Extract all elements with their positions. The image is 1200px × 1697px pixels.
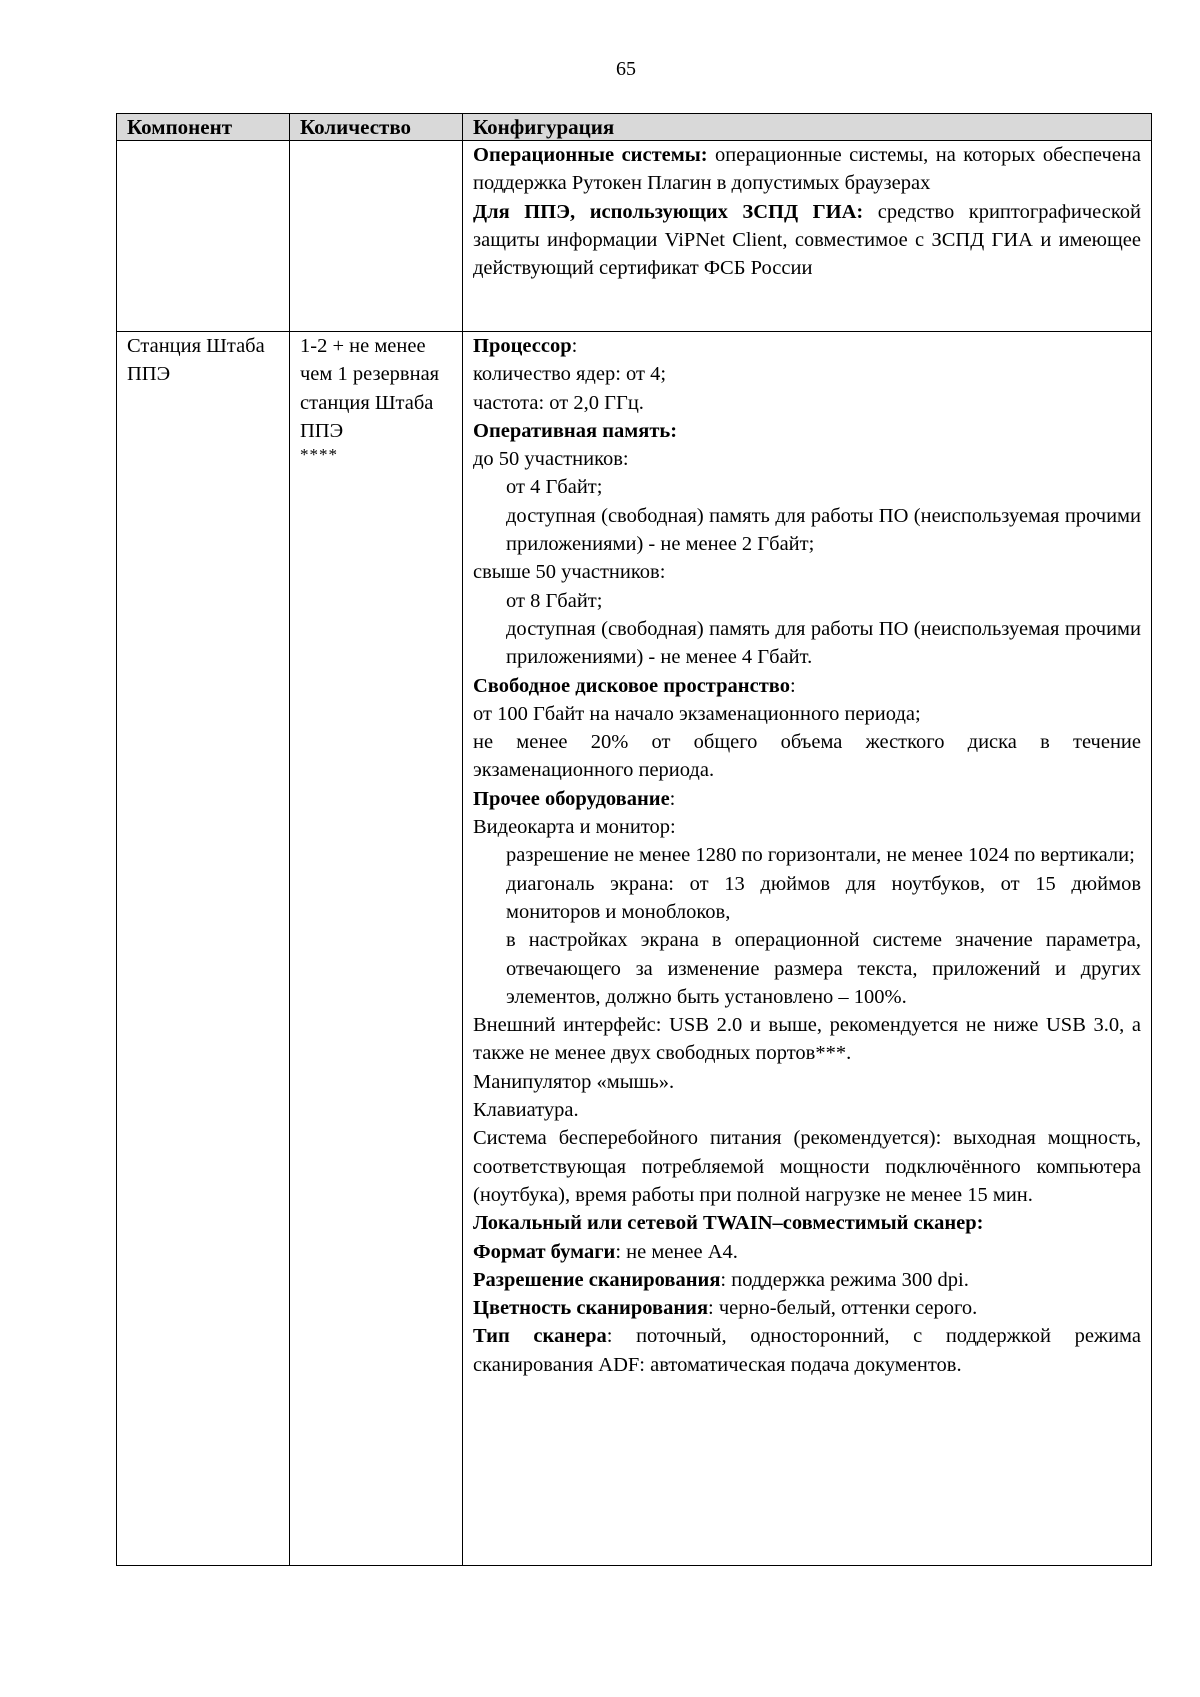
ram-over50-label: свыше 50 участников: xyxy=(473,561,666,584)
cpu-label: Процессор xyxy=(473,335,572,357)
cpu-heading: Процессор: xyxy=(473,335,578,357)
color-paragraph xyxy=(473,1294,1141,1322)
other-label: Прочее оборудование xyxy=(473,787,670,810)
disk-line: не менее 20% от общего объема жесткого диска в течение экзаменационного периода. xyxy=(473,731,1141,782)
os-text: операционные системы, на которых обеспечена поддержка Рутокен Плагин в допустимых браузерах xyxy=(473,144,1141,195)
resolution-label: Разрешение сканирования xyxy=(473,1268,721,1291)
ram-up50-item: от 4 Гбайт; xyxy=(506,476,603,499)
mouse-text: Манипулятор «мышь». xyxy=(473,1070,675,1093)
cpu-frequency: частота: от 2,0 ГГц. xyxy=(473,391,644,414)
paper-text: : не менее А4. xyxy=(615,1240,738,1263)
ram-up50-label: до 50 участников: xyxy=(473,448,629,471)
video-item: разрешение не менее 1280 по горизонтали, не менее 1024 по вертикали; xyxy=(506,844,1135,867)
component-cell xyxy=(117,141,290,332)
header-quantity: Количество xyxy=(290,114,463,141)
table-row xyxy=(117,332,1152,1566)
table-header-row xyxy=(117,114,1152,141)
paper-label: Формат бумаги xyxy=(473,1240,616,1263)
header-configuration: Конфигурация xyxy=(463,114,1152,141)
scanner-type-text: : поточный, односторонний, с поддержкой режима сканирования ADF: автоматическая подача документов. xyxy=(473,1325,1141,1376)
resolution-text: : поддержка режима 300 dpi. xyxy=(720,1268,969,1291)
configuration-cell xyxy=(463,332,1152,1566)
ram-heading: Оперативная память: xyxy=(473,419,678,442)
disk-line: от 100 Гбайт на начало экзаменационного периода; xyxy=(473,702,921,725)
ppe-paragraph xyxy=(473,198,1141,283)
cpu-cores: количество ядер: от 4; xyxy=(473,363,667,386)
configuration-cell xyxy=(463,141,1152,332)
video-item: в настройках экрана в операционной системе значение параметра, отвечающего за изменение размера текста, приложений и других элементов, должно быть установлено – 100%. xyxy=(506,929,1141,1008)
quantity-cell xyxy=(290,141,463,332)
component-cell: Станция Штаба ППЭ xyxy=(117,332,290,1566)
quantity-footnote-mark: **** xyxy=(300,445,338,465)
video-item: диагональ экрана: от 13 дюймов для ноутбуков, от 15 дюймов мониторов и моноблоков, xyxy=(506,872,1141,923)
keyboard-text: Клавиатура. xyxy=(473,1099,579,1122)
scanner-type-paragraph xyxy=(473,1322,1141,1379)
color-label: Цветность сканирования xyxy=(473,1297,709,1320)
quantity-text: 1-2 + не менее чем 1 резервная станция Штаба ППЭ xyxy=(300,335,440,442)
page-number: 65 xyxy=(616,58,636,80)
ram-over50-item: от 8 Гбайт; xyxy=(506,589,603,612)
disk-heading: Свободное дисковое пространство: xyxy=(473,674,796,697)
scanner-heading: Локальный или сетевой TWAIN–совместимый сканер: xyxy=(473,1212,984,1235)
quantity-cell xyxy=(290,332,463,1566)
ups-text: Система бесперебойного питания (рекомендуется): выходная мощность, соответствующая потребляемой мощности подключённого компьютера (ноутбука), время работы при полной нагрузке не менее 15 мин. xyxy=(473,1127,1141,1206)
ppe-text: средство криптографической защиты информации ViPNet Client, совместимое с ЗСПД ГИА и имеющее действующий сертификат ФСБ России xyxy=(473,200,1141,280)
disk-label: Свободное дисковое пространство xyxy=(473,674,790,697)
paper-paragraph xyxy=(473,1238,1141,1266)
ppe-label: Для ППЭ, использующих ЗСПД ГИА: xyxy=(473,200,864,223)
scanner-type-label: Тип сканера xyxy=(473,1325,607,1348)
requirements-table xyxy=(116,113,1152,1566)
interface-text: Внешний интерфейс: USB 2.0 и выше, рекомендуется не ниже USB 3.0, а также не менее двух свободных портов***. xyxy=(473,1014,1141,1065)
header-component: Компонент xyxy=(117,114,290,141)
os-label: Операционные системы: xyxy=(473,144,708,166)
video-label: Видеокарта и монитор: xyxy=(473,816,676,839)
ram-over50-item: доступная (свободная) память для работы ПО (неиспользуемая прочими приложениями) - не менее 4 Гбайт. xyxy=(506,617,1141,669)
ram-up50-item: доступная (свободная) память для работы ПО (неиспользуемая прочими приложениями) - не менее 2 Гбайт; xyxy=(506,504,1141,556)
resolution-paragraph xyxy=(473,1266,1141,1294)
other-heading: Прочее оборудование: xyxy=(473,787,676,810)
os-paragraph xyxy=(473,141,1141,198)
color-text: : черно-белый, оттенки серого. xyxy=(708,1297,978,1320)
table-row xyxy=(117,141,1152,332)
